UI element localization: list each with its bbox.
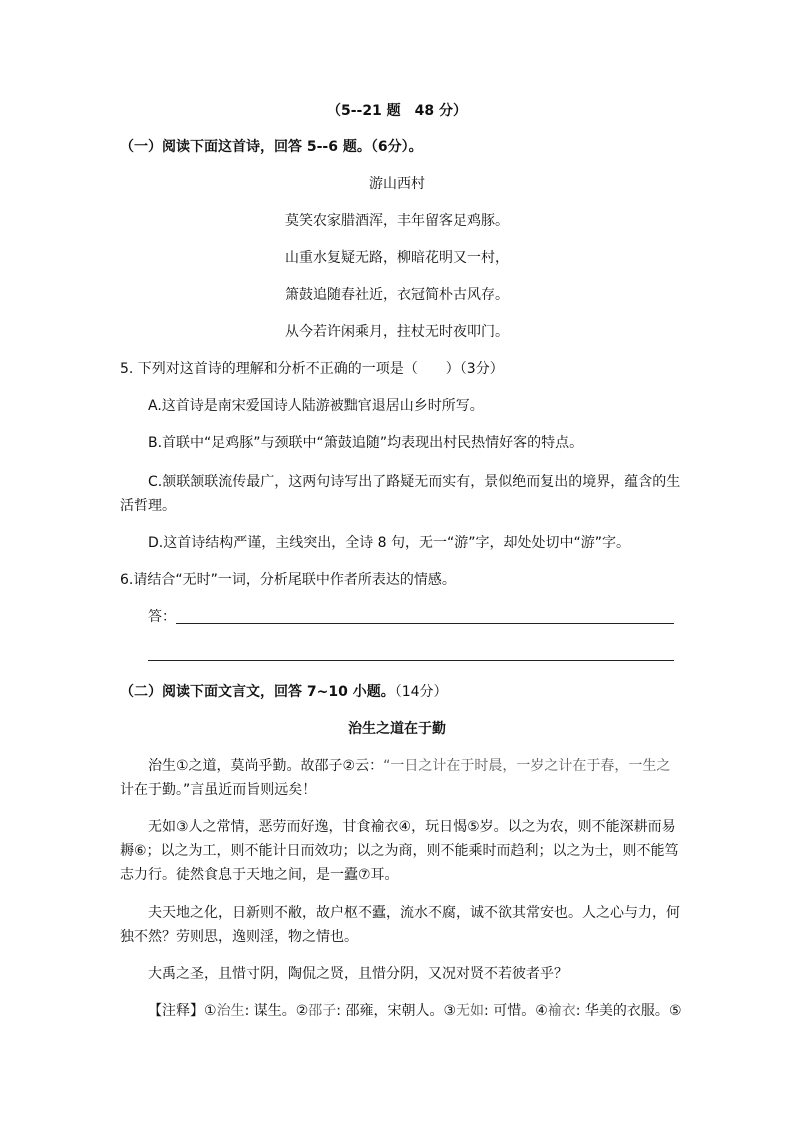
part2-heading xyxy=(120,682,448,702)
poem-line-4: 从今若许闲乘月，拄杖无时夜叩门。 xyxy=(285,324,509,340)
poem-line-1: 莫笑农家腊酒浑，丰年留客足鸡豚。 xyxy=(285,213,509,229)
para1-line1-text: 治生①之道，莫尚乎勤。故邵子②云： xyxy=(148,758,384,774)
para3-line2: 独不然？劳则思，逸则淫，物之情也。 xyxy=(120,929,358,945)
answer-line-2[interactable] xyxy=(148,660,674,661)
notes-line xyxy=(148,1001,682,1021)
note-4-num: ④ xyxy=(535,1003,548,1019)
poem-line-2: 山重水复疑无路，柳暗花明又一村， xyxy=(285,250,509,266)
section-header: （5--21 题 48 分） xyxy=(326,103,468,119)
para3-line1: 夫天地之化，日新则不敝，故户枢不蠹，流水不腐，诚不欲其常安也。人之心与力，何 xyxy=(148,905,680,921)
q5-option-a: A.这首诗是南宋爱国诗人陆游被黜官退居山乡时所写。 xyxy=(148,398,484,414)
note-3-term: 无如 xyxy=(456,1003,485,1019)
q5-option-b: B.首联中“足鸡豚”与颈联中“箫鼓追随”均表现出村民热情好客的特点。 xyxy=(148,435,584,451)
note-4-def: : 华美的衣服。 xyxy=(575,1003,669,1019)
answer-line-1[interactable] xyxy=(176,623,674,624)
q5-option-c-cont: 活哲理。 xyxy=(120,498,176,514)
note-1-def: : 谋生。 xyxy=(244,1003,296,1019)
part2-heading-score: （14分） xyxy=(394,684,448,700)
poem-title: 游山西村 xyxy=(369,176,425,192)
q5-stem: 5. 下列对这首诗的理解和分析不正确的一项是（ ）（3分） xyxy=(120,361,504,377)
notes-label: 【注释】 xyxy=(148,1003,204,1019)
note-2-term: 邵子 xyxy=(308,1003,337,1019)
q6-stem: 6.请结合“无时”一词，分析尾联中作者所表达的情感。 xyxy=(120,572,456,588)
poem-line-3: 箫鼓追随春社近，衣冠简朴古风存。 xyxy=(285,287,509,303)
q5-option-c: C.颔联颔联流传最广，这两句诗写出了路疑无而实有，景似绝而复出的境界，蕴含的生 xyxy=(148,474,681,490)
note-1-term: 治生 xyxy=(216,1003,245,1019)
para2-line2: 耨⑥；以之为工，则不能计日而效功；以之为商，则不能乘时而趋利；以之为士，则不能笃 xyxy=(120,843,679,859)
para1-line2: 计在于勤。”言虽近而旨则远矣！ xyxy=(120,782,317,798)
q6-answer-label: 答： xyxy=(148,609,176,625)
para2-line3: 志力行。徒然食息于天地之间，是一蠹⑦耳。 xyxy=(120,867,399,883)
passage-title: 治生之道在于勤 xyxy=(348,721,446,737)
part1-heading: （一）阅读下面这首诗，回答 5--6 题。（6分）。 xyxy=(120,139,423,155)
para1-line1-quote: “一日之计在于时晨，一岁之计在于春，一生之 xyxy=(383,758,671,774)
note-3-num: ③ xyxy=(443,1003,457,1019)
note-2-def: : 邵雍，宋朝人。 xyxy=(336,1003,444,1019)
q5-option-d: D.这首诗结构严谨，主线突出，全诗 8 句，无一“游”字，却处处切中“游”字。 xyxy=(148,535,631,551)
note-5-num: ⑤ xyxy=(668,1003,682,1019)
note-2-num: ② xyxy=(295,1003,309,1019)
note-1-num: ① xyxy=(204,1003,217,1019)
note-4-term: 褕衣 xyxy=(547,1003,576,1019)
note-3-def: : 可惜。 xyxy=(484,1003,536,1019)
para1-line1 xyxy=(148,756,670,776)
para2-line1: 无如③人之常情，恶劳而好逸，甘食褕衣④，玩日愒⑤岁。以之为农，则不能深耕而易 xyxy=(148,819,676,835)
para4: 大禹之圣，且惜寸阴，陶侃之贤，且惜分阴，又况对贤不若彼者乎？ xyxy=(148,966,568,982)
part2-heading-text: （二）阅读下面文言文，回答 7~10 小题。 xyxy=(120,684,395,700)
